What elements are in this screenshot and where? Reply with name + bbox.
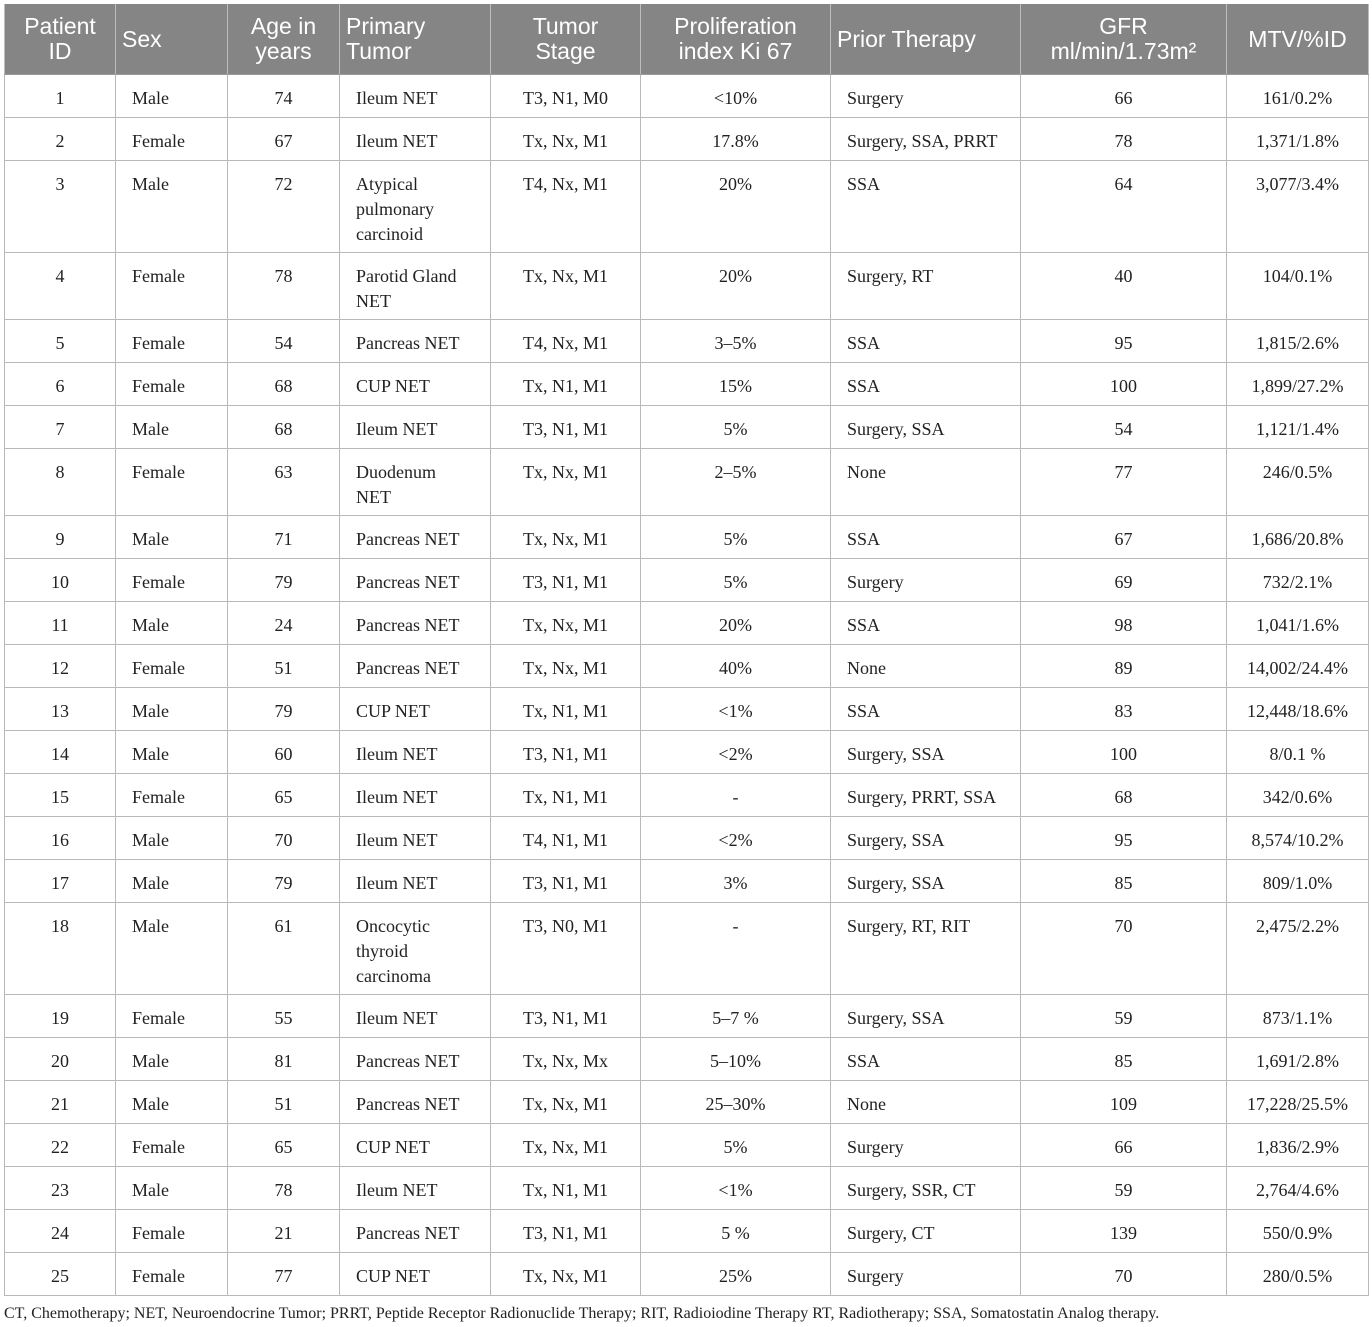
cell-tumor-stage: Tx, Nx, M1 [491, 1253, 641, 1296]
cell-proliferation-index: 5% [641, 406, 831, 449]
cell-gfr: 95 [1021, 817, 1227, 860]
cell-sex: Male [116, 75, 228, 118]
cell-tumor-stage: T3, N1, M1 [491, 995, 641, 1038]
header-age: Age in years [228, 4, 340, 75]
cell-patient-id: 14 [5, 731, 116, 774]
cell-age: 70 [228, 817, 340, 860]
cell-tumor-stage: T4, N1, M1 [491, 817, 641, 860]
cell-tumor-stage: Tx, Nx, M1 [491, 602, 641, 645]
cell-tumor-stage: Tx, N1, M1 [491, 688, 641, 731]
cell-sex: Male [116, 688, 228, 731]
cell-tumor-stage: Tx, Nx, M1 [491, 1081, 641, 1124]
cell-sex: Male [116, 817, 228, 860]
cell-mtv-id: 1,121/1.4% [1227, 406, 1369, 449]
cell-patient-id: 5 [5, 320, 116, 363]
table-row [5, 817, 1369, 860]
cell-gfr: 89 [1021, 645, 1227, 688]
table-row [5, 1038, 1369, 1081]
cell-age: 51 [228, 645, 340, 688]
table-row [5, 559, 1369, 602]
cell-proliferation-index: - [641, 903, 831, 995]
cell-patient-id: 22 [5, 1124, 116, 1167]
table-row [5, 1167, 1369, 1210]
cell-patient-id: 8 [5, 449, 116, 516]
cell-gfr: 83 [1021, 688, 1227, 731]
header-primary-tumor: Primary Tumor [340, 4, 491, 75]
cell-age: 21 [228, 1210, 340, 1253]
table-row [5, 1253, 1369, 1296]
cell-primary-tumor: Ileum NET [340, 406, 491, 449]
cell-primary-tumor: CUP NET [340, 1253, 491, 1296]
cell-mtv-id: 8/0.1 % [1227, 731, 1369, 774]
cell-prior-therapy: None [831, 449, 1021, 516]
table-row [5, 406, 1369, 449]
cell-sex: Female [116, 320, 228, 363]
patient-characteristics-table [4, 4, 1369, 1296]
cell-primary-tumor: Pancreas NET [340, 1038, 491, 1081]
cell-gfr: 59 [1021, 1167, 1227, 1210]
cell-patient-id: 7 [5, 406, 116, 449]
cell-patient-id: 23 [5, 1167, 116, 1210]
cell-prior-therapy: Surgery, SSA [831, 995, 1021, 1038]
cell-patient-id: 9 [5, 516, 116, 559]
cell-proliferation-index: 5% [641, 559, 831, 602]
cell-prior-therapy: SSA [831, 1038, 1021, 1081]
cell-patient-id: 25 [5, 1253, 116, 1296]
cell-tumor-stage: T3, N1, M1 [491, 1210, 641, 1253]
table-row [5, 75, 1369, 118]
cell-primary-tumor: Oncocytic thyroid carcinoma [340, 903, 491, 995]
cell-primary-tumor: CUP NET [340, 1124, 491, 1167]
header-row [5, 4, 1369, 75]
cell-primary-tumor: Pancreas NET [340, 645, 491, 688]
cell-patient-id: 10 [5, 559, 116, 602]
cell-sex: Female [116, 1253, 228, 1296]
cell-tumor-stage: T4, Nx, M1 [491, 161, 641, 253]
table-row [5, 363, 1369, 406]
cell-patient-id: 21 [5, 1081, 116, 1124]
table-row [5, 1124, 1369, 1167]
cell-patient-id: 15 [5, 774, 116, 817]
cell-age: 77 [228, 1253, 340, 1296]
cell-mtv-id: 1,815/2.6% [1227, 320, 1369, 363]
table-row [5, 774, 1369, 817]
cell-sex: Female [116, 253, 228, 320]
cell-tumor-stage: T3, N1, M1 [491, 406, 641, 449]
cell-primary-tumor: Ileum NET [340, 731, 491, 774]
cell-primary-tumor: Ileum NET [340, 75, 491, 118]
cell-prior-therapy: Surgery, SSA, PRRT [831, 118, 1021, 161]
table-row [5, 118, 1369, 161]
cell-tumor-stage: T4, Nx, M1 [491, 320, 641, 363]
cell-proliferation-index: 20% [641, 253, 831, 320]
table-footnote: CT, Chemotherapy; NET, Neuroendocrine Tumor; PRRT, Peptide Receptor Radionuclide Therapy; RIT, Radioiodine Therapy RT, Radiotherapy; SSA, Somatostatin Analog therapy. [4, 1305, 1160, 1322]
cell-age: 24 [228, 602, 340, 645]
table-row [5, 995, 1369, 1038]
cell-prior-therapy: SSA [831, 161, 1021, 253]
cell-sex: Female [116, 449, 228, 516]
cell-prior-therapy: SSA [831, 363, 1021, 406]
cell-mtv-id: 161/0.2% [1227, 75, 1369, 118]
table-row [5, 1081, 1369, 1124]
cell-primary-tumor: Pancreas NET [340, 320, 491, 363]
cell-mtv-id: 2,475/2.2% [1227, 903, 1369, 995]
cell-gfr: 77 [1021, 449, 1227, 516]
cell-primary-tumor: Duodenum NET [340, 449, 491, 516]
table-row [5, 602, 1369, 645]
cell-prior-therapy: Surgery, CT [831, 1210, 1021, 1253]
cell-proliferation-index: 25–30% [641, 1081, 831, 1124]
cell-tumor-stage: Tx, Nx, M1 [491, 645, 641, 688]
cell-prior-therapy: SSA [831, 320, 1021, 363]
cell-mtv-id: 2,764/4.6% [1227, 1167, 1369, 1210]
table-row [5, 903, 1369, 995]
cell-sex: Male [116, 1167, 228, 1210]
cell-primary-tumor: Pancreas NET [340, 516, 491, 559]
header-prior-therapy: Prior Therapy [831, 4, 1021, 75]
cell-prior-therapy: Surgery [831, 559, 1021, 602]
cell-patient-id: 17 [5, 860, 116, 903]
cell-mtv-id: 1,836/2.9% [1227, 1124, 1369, 1167]
cell-age: 78 [228, 253, 340, 320]
table-row [5, 449, 1369, 516]
cell-patient-id: 24 [5, 1210, 116, 1253]
cell-mtv-id: 550/0.9% [1227, 1210, 1369, 1253]
cell-prior-therapy: SSA [831, 688, 1021, 731]
cell-sex: Male [116, 860, 228, 903]
cell-age: 78 [228, 1167, 340, 1210]
cell-gfr: 68 [1021, 774, 1227, 817]
cell-sex: Male [116, 903, 228, 995]
cell-proliferation-index: 5% [641, 516, 831, 559]
cell-mtv-id: 809/1.0% [1227, 860, 1369, 903]
cell-patient-id: 19 [5, 995, 116, 1038]
cell-sex: Male [116, 406, 228, 449]
cell-age: 63 [228, 449, 340, 516]
cell-age: 54 [228, 320, 340, 363]
table-row [5, 320, 1369, 363]
cell-mtv-id: 280/0.5% [1227, 1253, 1369, 1296]
cell-age: 72 [228, 161, 340, 253]
cell-proliferation-index: 5 % [641, 1210, 831, 1253]
cell-proliferation-index: 5–10% [641, 1038, 831, 1081]
cell-proliferation-index: 25% [641, 1253, 831, 1296]
cell-gfr: 67 [1021, 516, 1227, 559]
cell-age: 79 [228, 559, 340, 602]
cell-age: 79 [228, 860, 340, 903]
cell-mtv-id: 3,077/3.4% [1227, 161, 1369, 253]
cell-gfr: 70 [1021, 1253, 1227, 1296]
cell-proliferation-index: 40% [641, 645, 831, 688]
cell-proliferation-index: 2–5% [641, 449, 831, 516]
cell-tumor-stage: Tx, Nx, M1 [491, 1124, 641, 1167]
header-mtv-id: MTV/%ID [1227, 4, 1369, 75]
cell-tumor-stage: T3, N1, M1 [491, 559, 641, 602]
cell-proliferation-index: 20% [641, 602, 831, 645]
cell-prior-therapy: Surgery, SSA [831, 731, 1021, 774]
cell-proliferation-index: 5% [641, 1124, 831, 1167]
cell-patient-id: 18 [5, 903, 116, 995]
cell-gfr: 109 [1021, 1081, 1227, 1124]
cell-proliferation-index: 15% [641, 363, 831, 406]
cell-prior-therapy: Surgery, SSA [831, 406, 1021, 449]
cell-age: 67 [228, 118, 340, 161]
cell-mtv-id: 732/2.1% [1227, 559, 1369, 602]
cell-proliferation-index: <1% [641, 1167, 831, 1210]
cell-sex: Male [116, 1038, 228, 1081]
cell-tumor-stage: Tx, Nx, M1 [491, 253, 641, 320]
cell-proliferation-index: 3% [641, 860, 831, 903]
cell-prior-therapy: Surgery [831, 1253, 1021, 1296]
cell-tumor-stage: Tx, Nx, Mx [491, 1038, 641, 1081]
cell-mtv-id: 12,448/18.6% [1227, 688, 1369, 731]
cell-sex: Male [116, 1081, 228, 1124]
cell-sex: Female [116, 645, 228, 688]
cell-age: 65 [228, 1124, 340, 1167]
cell-proliferation-index: <2% [641, 731, 831, 774]
cell-patient-id: 13 [5, 688, 116, 731]
cell-sex: Female [116, 363, 228, 406]
cell-mtv-id: 246/0.5% [1227, 449, 1369, 516]
cell-tumor-stage: Tx, N1, M1 [491, 1167, 641, 1210]
cell-patient-id: 6 [5, 363, 116, 406]
table-row [5, 731, 1369, 774]
cell-gfr: 98 [1021, 602, 1227, 645]
cell-prior-therapy: Surgery, PRRT, SSA [831, 774, 1021, 817]
cell-proliferation-index: <1% [641, 688, 831, 731]
table-row [5, 253, 1369, 320]
cell-patient-id: 20 [5, 1038, 116, 1081]
cell-proliferation-index: <10% [641, 75, 831, 118]
cell-patient-id: 1 [5, 75, 116, 118]
cell-mtv-id: 14,002/24.4% [1227, 645, 1369, 688]
cell-proliferation-index: 3–5% [641, 320, 831, 363]
cell-primary-tumor: Ileum NET [340, 1167, 491, 1210]
cell-mtv-id: 1,691/2.8% [1227, 1038, 1369, 1081]
cell-gfr: 40 [1021, 253, 1227, 320]
cell-mtv-id: 104/0.1% [1227, 253, 1369, 320]
cell-gfr: 78 [1021, 118, 1227, 161]
cell-mtv-id: 1,041/1.6% [1227, 602, 1369, 645]
cell-tumor-stage: T3, N1, M1 [491, 731, 641, 774]
cell-tumor-stage: Tx, Nx, M1 [491, 118, 641, 161]
cell-sex: Female [116, 995, 228, 1038]
header-gfr: GFR ml/min/1.73m² [1021, 4, 1227, 75]
header-patient-id: Patient ID [5, 4, 116, 75]
cell-tumor-stage: Tx, N1, M1 [491, 774, 641, 817]
cell-age: 79 [228, 688, 340, 731]
cell-mtv-id: 17,228/25.5% [1227, 1081, 1369, 1124]
cell-sex: Male [116, 516, 228, 559]
cell-proliferation-index: 5–7 % [641, 995, 831, 1038]
cell-gfr: 70 [1021, 903, 1227, 995]
cell-patient-id: 12 [5, 645, 116, 688]
cell-patient-id: 16 [5, 817, 116, 860]
cell-age: 55 [228, 995, 340, 1038]
cell-sex: Male [116, 731, 228, 774]
header-proliferation-index: Proliferation index Ki 67 [641, 4, 831, 75]
cell-mtv-id: 873/1.1% [1227, 995, 1369, 1038]
cell-prior-therapy: Surgery, RT, RIT [831, 903, 1021, 995]
cell-gfr: 66 [1021, 1124, 1227, 1167]
cell-sex: Female [116, 1124, 228, 1167]
cell-age: 74 [228, 75, 340, 118]
cell-age: 68 [228, 363, 340, 406]
cell-proliferation-index: 20% [641, 161, 831, 253]
table-row [5, 688, 1369, 731]
cell-prior-therapy: Surgery, RT [831, 253, 1021, 320]
cell-patient-id: 2 [5, 118, 116, 161]
cell-primary-tumor: Pancreas NET [340, 1210, 491, 1253]
cell-gfr: 139 [1021, 1210, 1227, 1253]
header-sex: Sex [116, 4, 228, 75]
cell-patient-id: 11 [5, 602, 116, 645]
cell-prior-therapy: Surgery, SSA [831, 860, 1021, 903]
cell-tumor-stage: T3, N0, M1 [491, 903, 641, 995]
cell-sex: Male [116, 161, 228, 253]
cell-gfr: 64 [1021, 161, 1227, 253]
cell-proliferation-index: - [641, 774, 831, 817]
table-row [5, 161, 1369, 253]
table-row [5, 860, 1369, 903]
cell-tumor-stage: T3, N1, M0 [491, 75, 641, 118]
cell-gfr: 100 [1021, 731, 1227, 774]
table-body [5, 75, 1369, 1296]
cell-prior-therapy: Surgery, SSR, CT [831, 1167, 1021, 1210]
cell-mtv-id: 1,899/27.2% [1227, 363, 1369, 406]
cell-patient-id: 4 [5, 253, 116, 320]
cell-gfr: 59 [1021, 995, 1227, 1038]
cell-primary-tumor: Ileum NET [340, 118, 491, 161]
cell-prior-therapy: None [831, 645, 1021, 688]
cell-primary-tumor: Pancreas NET [340, 1081, 491, 1124]
cell-primary-tumor: CUP NET [340, 363, 491, 406]
cell-gfr: 85 [1021, 860, 1227, 903]
cell-mtv-id: 8,574/10.2% [1227, 817, 1369, 860]
table-row [5, 645, 1369, 688]
cell-age: 81 [228, 1038, 340, 1081]
table-row [5, 1210, 1369, 1253]
cell-prior-therapy: SSA [831, 602, 1021, 645]
cell-sex: Female [116, 118, 228, 161]
cell-sex: Female [116, 1210, 228, 1253]
cell-prior-therapy: None [831, 1081, 1021, 1124]
cell-primary-tumor: Ileum NET [340, 860, 491, 903]
cell-tumor-stage: T3, N1, M1 [491, 860, 641, 903]
cell-prior-therapy: Surgery [831, 1124, 1021, 1167]
table-row [5, 516, 1369, 559]
cell-age: 51 [228, 1081, 340, 1124]
cell-mtv-id: 342/0.6% [1227, 774, 1369, 817]
cell-primary-tumor: Ileum NET [340, 995, 491, 1038]
table-container [4, 4, 1368, 1296]
cell-prior-therapy: Surgery, SSA [831, 817, 1021, 860]
cell-age: 68 [228, 406, 340, 449]
cell-proliferation-index: <2% [641, 817, 831, 860]
cell-tumor-stage: Tx, Nx, M1 [491, 516, 641, 559]
cell-primary-tumor: Parotid Gland NET [340, 253, 491, 320]
cell-primary-tumor: Atypical pulmonary carcinoid [340, 161, 491, 253]
cell-prior-therapy: SSA [831, 516, 1021, 559]
cell-tumor-stage: Tx, N1, M1 [491, 363, 641, 406]
cell-primary-tumor: CUP NET [340, 688, 491, 731]
cell-tumor-stage: Tx, Nx, M1 [491, 449, 641, 516]
cell-sex: Female [116, 774, 228, 817]
cell-primary-tumor: Ileum NET [340, 774, 491, 817]
cell-age: 71 [228, 516, 340, 559]
cell-gfr: 66 [1021, 75, 1227, 118]
cell-mtv-id: 1,371/1.8% [1227, 118, 1369, 161]
cell-gfr: 95 [1021, 320, 1227, 363]
cell-gfr: 100 [1021, 363, 1227, 406]
cell-gfr: 85 [1021, 1038, 1227, 1081]
cell-gfr: 69 [1021, 559, 1227, 602]
cell-prior-therapy: Surgery [831, 75, 1021, 118]
cell-primary-tumor: Pancreas NET [340, 602, 491, 645]
cell-proliferation-index: 17.8% [641, 118, 831, 161]
cell-patient-id: 3 [5, 161, 116, 253]
cell-primary-tumor: Ileum NET [340, 817, 491, 860]
cell-mtv-id: 1,686/20.8% [1227, 516, 1369, 559]
cell-sex: Male [116, 602, 228, 645]
cell-primary-tumor: Pancreas NET [340, 559, 491, 602]
cell-age: 65 [228, 774, 340, 817]
cell-sex: Female [116, 559, 228, 602]
cell-age: 61 [228, 903, 340, 995]
cell-age: 60 [228, 731, 340, 774]
cell-gfr: 54 [1021, 406, 1227, 449]
header-tumor-stage: Tumor Stage [491, 4, 641, 75]
